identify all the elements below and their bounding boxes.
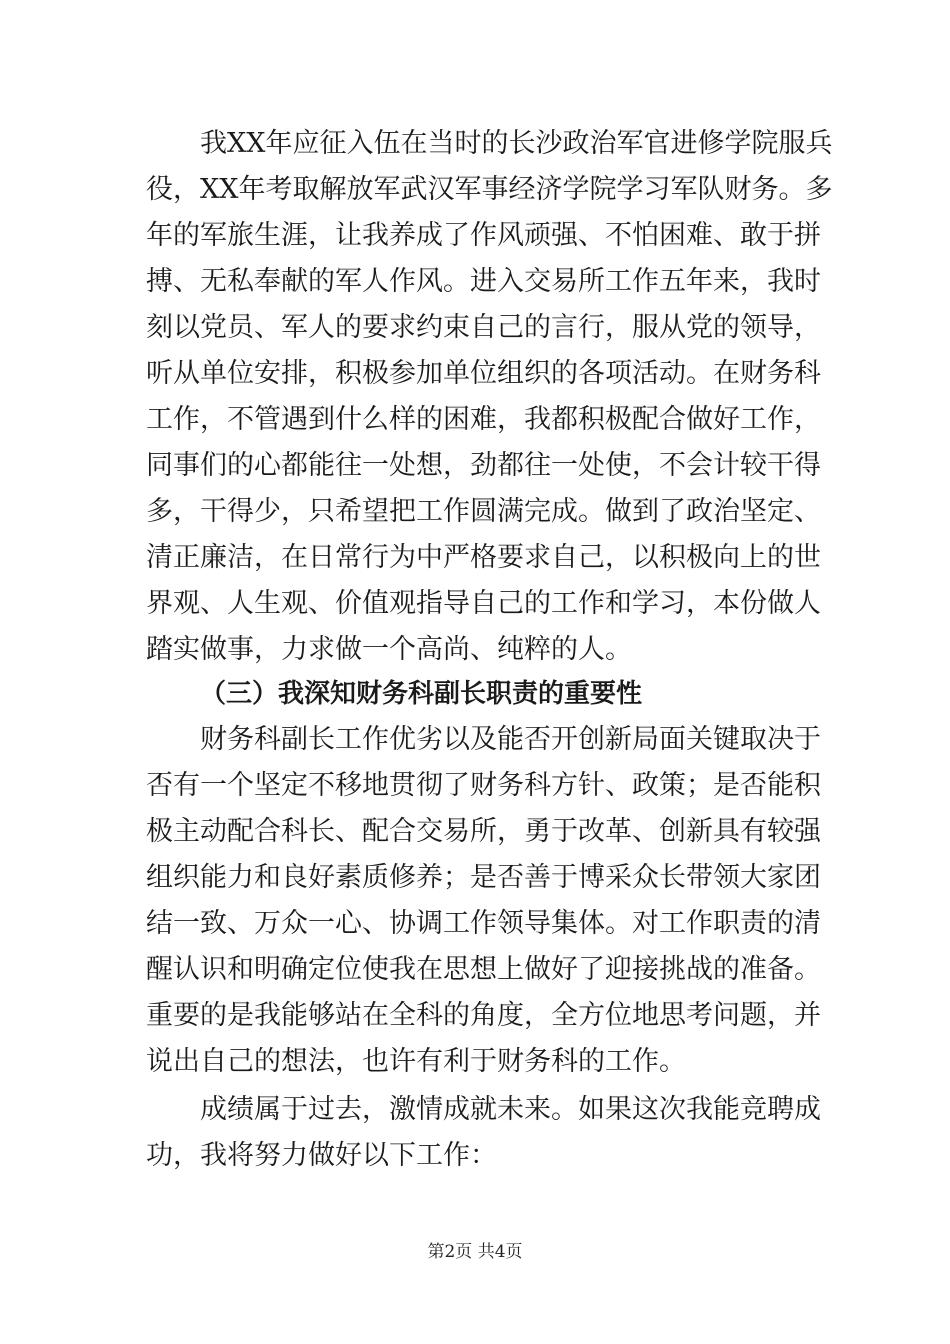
paragraph-2-line-4: 组织能力和良好素质修养；是否善于博采众长带领大家团 [146, 862, 821, 893]
section-heading-3: （三）我深知财务科副长职责的重要性 [200, 679, 643, 709]
paragraph-1-line-9: 多，干得少，只希望把工作圆满完成。做到了政治坚定、 [146, 496, 821, 527]
paragraph-2-line-6: 醒认识和明确定位使我在思想上做好了迎接挑战的准备。 [146, 954, 821, 985]
paragraph-2-line-8: 说出自己的想法，也许有利于财务科的工作。 [146, 1046, 686, 1077]
page-number-footer: 第2页 共4页 [427, 1242, 523, 1262]
paragraph-1-line-3: 年的军旅生涯，让我养成了作风顽强、不怕困难、敢于拼 [146, 220, 821, 251]
paragraph-1-line-10: 清正廉洁，在日常行为中严格要求自己，以积极向上的世 [146, 542, 821, 573]
paragraph-2-line-1: 财务科副长工作优劣以及能否开创新局面关键取决于 [200, 724, 821, 755]
paragraph-2-line-3: 极主动配合科长、配合交易所，勇于改革、创新具有较强 [146, 816, 821, 847]
paragraph-2-line-5: 结一致、万众一心、协调工作领导集体。对工作职责的清 [146, 908, 821, 939]
paragraph-2-line-2: 否有一个坚定不移地贯彻了财务科方针、政策；是否能积 [146, 770, 821, 801]
paragraph-3-line-1: 成绩属于过去，激情成就未来。如果这次我能竞聘成 [200, 1094, 821, 1125]
paragraph-2-line-7: 重要的是我能够站在全科的角度，全方位地思考问题，并 [146, 1000, 821, 1031]
paragraph-1-line-7: 工作，不管遇到什么样的困难，我都积极配合做好工作， [146, 404, 821, 435]
paragraph-1-line-6: 听从单位安排，积极参加单位组织的各项活动。在财务科 [146, 358, 821, 389]
paragraph-1-line-8: 同事们的心都能往一处想，劲都往一处使，不会计较干得 [146, 450, 821, 481]
paragraph-1-line-5: 刻以党员、军人的要求约束自己的言行，服从党的领导， [146, 312, 821, 343]
paragraph-1-line-1: 我XX年应征入伍在当时的长沙政治军官进修学院服兵 [200, 128, 833, 159]
paragraph-1-line-2: 役，XX年考取解放军武汉军事经济学院学习军队财务。多 [146, 174, 833, 205]
paragraph-1-line-11: 界观、人生观、价值观指导自己的工作和学习，本份做人 [146, 588, 821, 619]
paragraph-1-line-12: 踏实做事，力求做一个高尚、纯粹的人。 [146, 634, 632, 665]
paragraph-3-line-2: 功，我将努力做好以下工作： [146, 1140, 497, 1171]
paragraph-1-line-4: 搏、无私奉献的军人作风。进入交易所工作五年来，我时 [146, 266, 821, 297]
